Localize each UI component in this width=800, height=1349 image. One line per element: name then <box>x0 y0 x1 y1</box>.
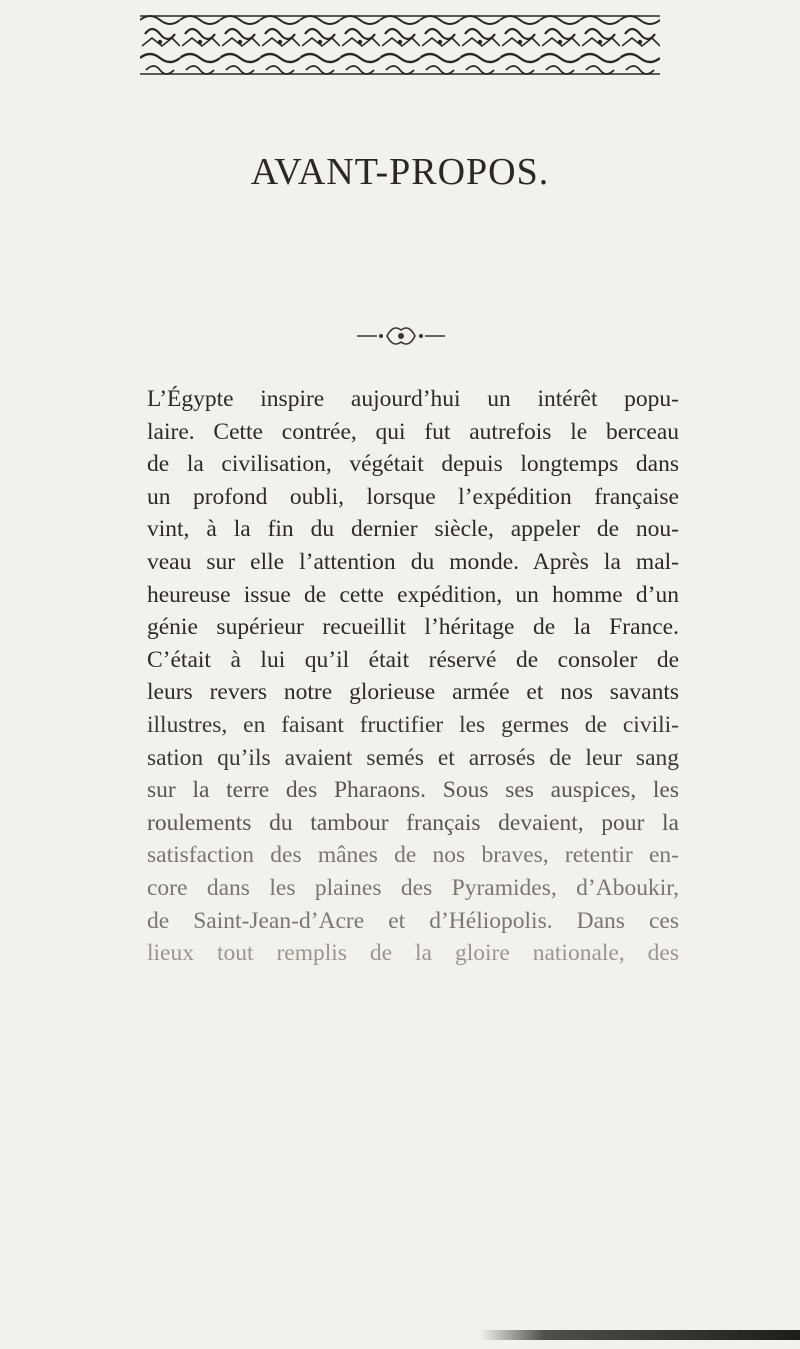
page-edge-shadow <box>480 1330 800 1340</box>
text-line: roulements du tambour français devaient, pour la <box>147 809 679 836</box>
text-line: génie supérieur recueillit l’héritage de la France. <box>147 614 679 641</box>
text-line: sation qu’ils avaient semés et arrosés de leur sang <box>147 744 679 771</box>
text-line: core dans les plaines des Pyramides, d’Aboukir, <box>147 874 679 901</box>
text-line: de la civilisation, végétait depuis longtemps dans <box>147 451 679 478</box>
ornament-frieze-icon <box>140 12 660 78</box>
text-line: veau sur elle l’attention du monde. Après la mal- <box>147 548 679 575</box>
text-line: un profond oubli, lorsque l’expédition française <box>147 483 679 510</box>
text-line: lieux tout remplis de la gloire nationale, des <box>147 940 679 967</box>
text-line: L’Égypte inspire aujourd’hui un intérêt popu- <box>147 386 679 412</box>
avant-propos-text <box>147 383 679 970</box>
vignette-ornament-icon <box>355 320 447 352</box>
text-line: heureuse issue de cette expédition, un homme d’un <box>147 581 679 608</box>
text-line: illustres, en faisant fructifier les germes de civili- <box>147 711 679 738</box>
text-line: satisfaction des mânes de nos braves, retentir en- <box>147 842 679 869</box>
text-line: vint, à la fin du dernier siècle, appeler de nou- <box>147 516 679 543</box>
text-line: C’était à lui qu’il était réservé de consoler de <box>147 646 679 673</box>
page-title: AVANT-PROPOS. <box>250 151 550 193</box>
text-line: leurs revers notre glorieuse armée et nos savants <box>147 679 679 706</box>
text-line: laire. Cette contrée, qui fut autrefois le berceau <box>147 418 679 445</box>
text-line: de Saint-Jean-d’Acre et d’Héliopolis. Dans ces <box>147 907 679 934</box>
text-line: sur la terre des Pharaons. Sous ses auspices, les <box>147 777 679 804</box>
